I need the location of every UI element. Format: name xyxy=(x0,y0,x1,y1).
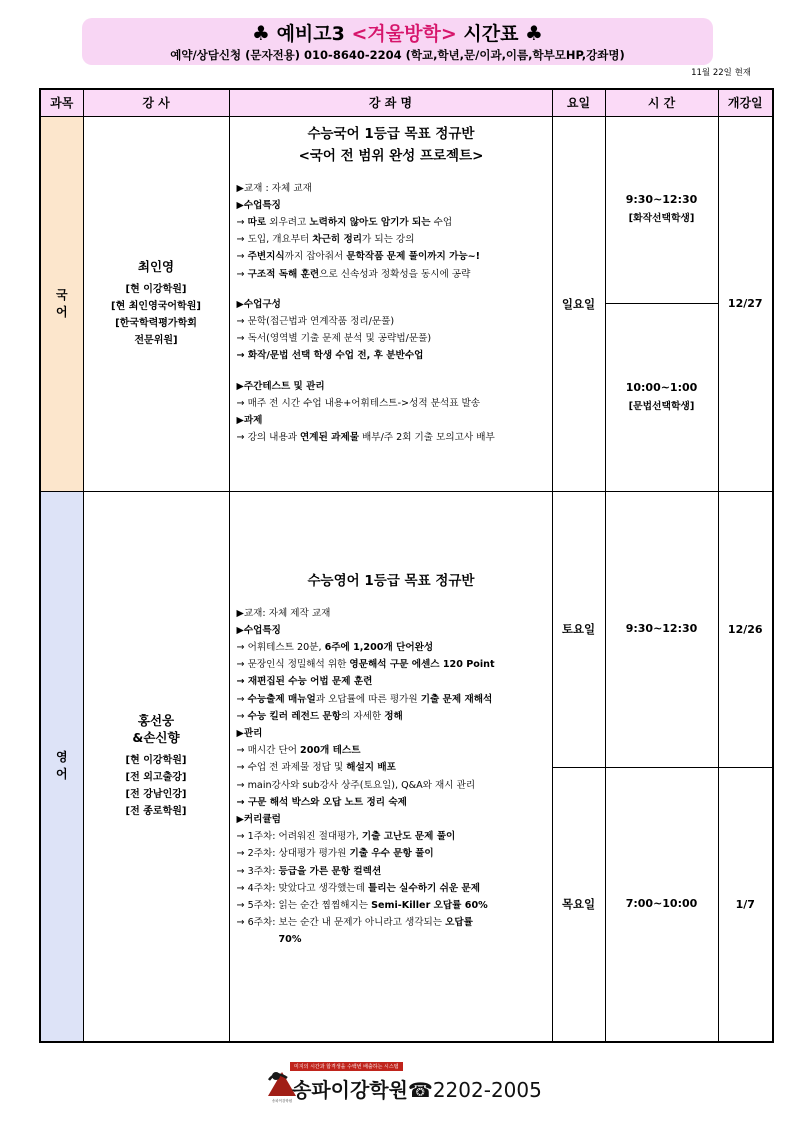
time-value: 9:30~12:30 xyxy=(625,193,698,206)
teacher-credential: [전 강남인강] xyxy=(125,789,187,801)
curriculum-line: → 4주차: 맞았다고 생각했는데 틀리는 실수하기 쉬운 문제 xyxy=(236,882,480,894)
time-korean-1 xyxy=(605,116,718,303)
management-line: → 매시간 단어 200개 테스트 xyxy=(236,745,361,757)
teacher-credential: [한국학력평가학회 xyxy=(115,318,197,329)
time-value: 10:00~1:00 xyxy=(625,380,698,394)
subject-english xyxy=(40,491,83,1042)
subject-char: 어 xyxy=(55,767,68,782)
open-date-english-2: 1/7 xyxy=(718,767,773,1042)
course-korean xyxy=(229,116,552,491)
academy-name xyxy=(292,1074,542,1103)
teacher-credential: [현 이강학원] xyxy=(125,755,187,767)
open-date-english-1: 12/26 xyxy=(718,491,773,767)
feature-line: → 어휘테스트 20분, 6주에 1,200개 단어완성 xyxy=(236,641,434,653)
section-heading: ▶주간테스트 및 관리 xyxy=(236,380,325,392)
academy-name-text: 송파이강학원 xyxy=(292,1078,408,1102)
header-course: 강 좌 명 xyxy=(229,89,552,116)
teacher-name: &손신향 xyxy=(132,730,180,746)
club-icon: ♣ xyxy=(252,21,270,45)
header-teacher: 강 사 xyxy=(83,89,229,116)
course-title: 수능국어 1등급 목표 정규반 xyxy=(307,125,475,142)
curriculum-line: → 6주차: 보는 순간 내 문제가 아니라고 생각되는 오답률 xyxy=(236,917,473,929)
curriculum-line: 70% xyxy=(278,934,302,946)
teacher-credential: [현 최인영국어학원] xyxy=(111,301,201,312)
course-english xyxy=(229,491,552,1042)
feature-line: → 구조적 독해 훈련으로 신속성과 정확성을 동시에 공략 xyxy=(236,268,471,280)
curriculum-line: → 3주차: 등급을 가른 문항 컬렉션 xyxy=(236,865,382,877)
feature-line: → 수능출제 매뉴얼과 오답률에 따른 평가원 기출 문제 재해석 xyxy=(236,693,493,705)
time-korean-2 xyxy=(605,303,718,491)
table-row xyxy=(40,116,773,303)
management-line: → 구문 해석 박스와 오답 노트 정리 숙제 xyxy=(236,796,407,808)
day-english-2: 목요일 xyxy=(552,767,605,1042)
time-note: [화작선택학생] xyxy=(628,213,695,224)
page-title xyxy=(82,18,713,47)
teacher-english xyxy=(83,491,229,1042)
homework-line: → 강의 내용과 연계된 과제물 배부/주 2회 기출 모의고사 배부 xyxy=(236,432,495,444)
composition-line: → 화작/문법 선택 학생 수업 전, 후 분반수업 xyxy=(236,350,424,362)
feature-line: → 재편집된 수능 어법 문제 훈련 xyxy=(236,676,373,688)
course-title: 수능영어 1등급 목표 정규반 xyxy=(307,572,475,589)
header-day: 요일 xyxy=(552,89,605,116)
day-korean: 일요일 xyxy=(552,116,605,491)
teacher-name: 최인영 xyxy=(137,259,175,274)
composition-line: → 독서(영역별 기출 문제 분석 및 공략법/문풀) xyxy=(236,333,432,345)
subject-char: 국 xyxy=(55,287,68,302)
section-heading: ▶수업구성 xyxy=(236,298,281,310)
subject-char: 어 xyxy=(55,304,68,319)
academy-phone: ☎2202-2005 xyxy=(407,1078,542,1102)
section-heading: ▶수업특징 xyxy=(236,624,281,636)
club-icon: ♣ xyxy=(525,21,543,45)
teacher-korean xyxy=(83,116,229,491)
footer-tagline: 미지의 시간과 합격생을 수백번 배출하는 시스템 xyxy=(290,1062,403,1071)
subject-korean xyxy=(40,116,83,491)
day-english-1: 토요일 xyxy=(552,491,605,767)
logo-caption: 송파이강학원 xyxy=(271,1099,293,1103)
composition-line: → 문학(접근법과 연계작품 정리/문풀) xyxy=(236,315,395,327)
time-english-2: 7:00~10:00 xyxy=(605,767,718,1042)
teacher-credential: [현 이강학원] xyxy=(125,284,187,295)
title-suffix: 시간표 xyxy=(456,23,526,45)
course-subtitle: <국어 전 범위 완성 프로젝트> xyxy=(298,147,484,164)
feature-line: → 수능 킬러 레전드 문항의 자세한 정해 xyxy=(236,710,403,722)
title-prefix: 예비고3 xyxy=(276,23,352,45)
as-of-date: 11월 22일 현재 xyxy=(691,68,751,78)
textbook: ▶교재 : 자체 교재 xyxy=(236,182,312,194)
feature-line: → 문장인식 정밀해석 위한 영문해석 구문 에센스 120 Point xyxy=(236,659,495,671)
teacher-name: 홍선웅 xyxy=(137,713,175,729)
table-row xyxy=(40,491,773,767)
curriculum-line: → 5주차: 읽는 순간 찜찜해지는 Semi-Killer 오답률 60% xyxy=(236,899,488,911)
footer xyxy=(262,1062,542,1106)
section-heading: ▶커리큘럼 xyxy=(236,813,281,825)
subject-char: 영 xyxy=(55,750,68,765)
schedule-table xyxy=(39,88,774,1043)
teacher-credential: 전문위원] xyxy=(134,335,178,346)
teacher-credential: [전 종로학원] xyxy=(125,806,187,818)
textbook: ▶교재: 자체 제작 교재 xyxy=(236,607,331,619)
section-heading: ▶관리 xyxy=(236,727,263,739)
header-subject: 과목 xyxy=(40,89,83,116)
contact-info: 예약/상담신청 (문자전용) 010-8640-2204 (학교,학년,문/이과,이름,학부모HP,강좌명) xyxy=(170,48,625,62)
open-date-korean: 12/27 xyxy=(718,116,773,491)
section-heading: ▶수업특징 xyxy=(236,199,281,211)
feature-line: → 주변지식까지 잡아줘서 문학작품 문제 풀이까지 가능~! xyxy=(236,251,481,263)
teacher-credential: [전 외고출강] xyxy=(125,772,187,784)
test-line: → 매주 전 시간 수업 내용+어휘테스트->성적 분석표 발송 xyxy=(236,397,481,409)
header-open-date: 개강일 xyxy=(718,89,773,116)
time-note: [문법선택학생] xyxy=(628,400,695,412)
management-line: → main강사와 sub강사 상주(토요일), Q&A와 재시 관리 xyxy=(236,779,476,791)
table-header-row xyxy=(40,89,773,116)
management-line: → 수업 전 과제물 정답 및 해설지 배포 xyxy=(236,762,396,774)
time-english-1: 9:30~12:30 xyxy=(605,491,718,767)
section-heading: ▶과제 xyxy=(236,414,263,426)
header-time: 시 간 xyxy=(605,89,718,116)
curriculum-line: → 1주차: 어려워진 절대평가, 기출 고난도 문제 풀이 xyxy=(236,831,456,843)
feature-line: → 따로 외우려고 노력하지 않아도 암기가 되는 수업 xyxy=(236,216,453,228)
feature-line: → 도입, 개요부터 차근히 정리가 되는 강의 xyxy=(236,234,415,246)
title-accent: <겨울방학> xyxy=(351,23,457,45)
curriculum-line: → 2주차: 상대평가 평가원 기출 우수 문항 풀이 xyxy=(236,848,434,860)
title-banner xyxy=(82,18,713,65)
